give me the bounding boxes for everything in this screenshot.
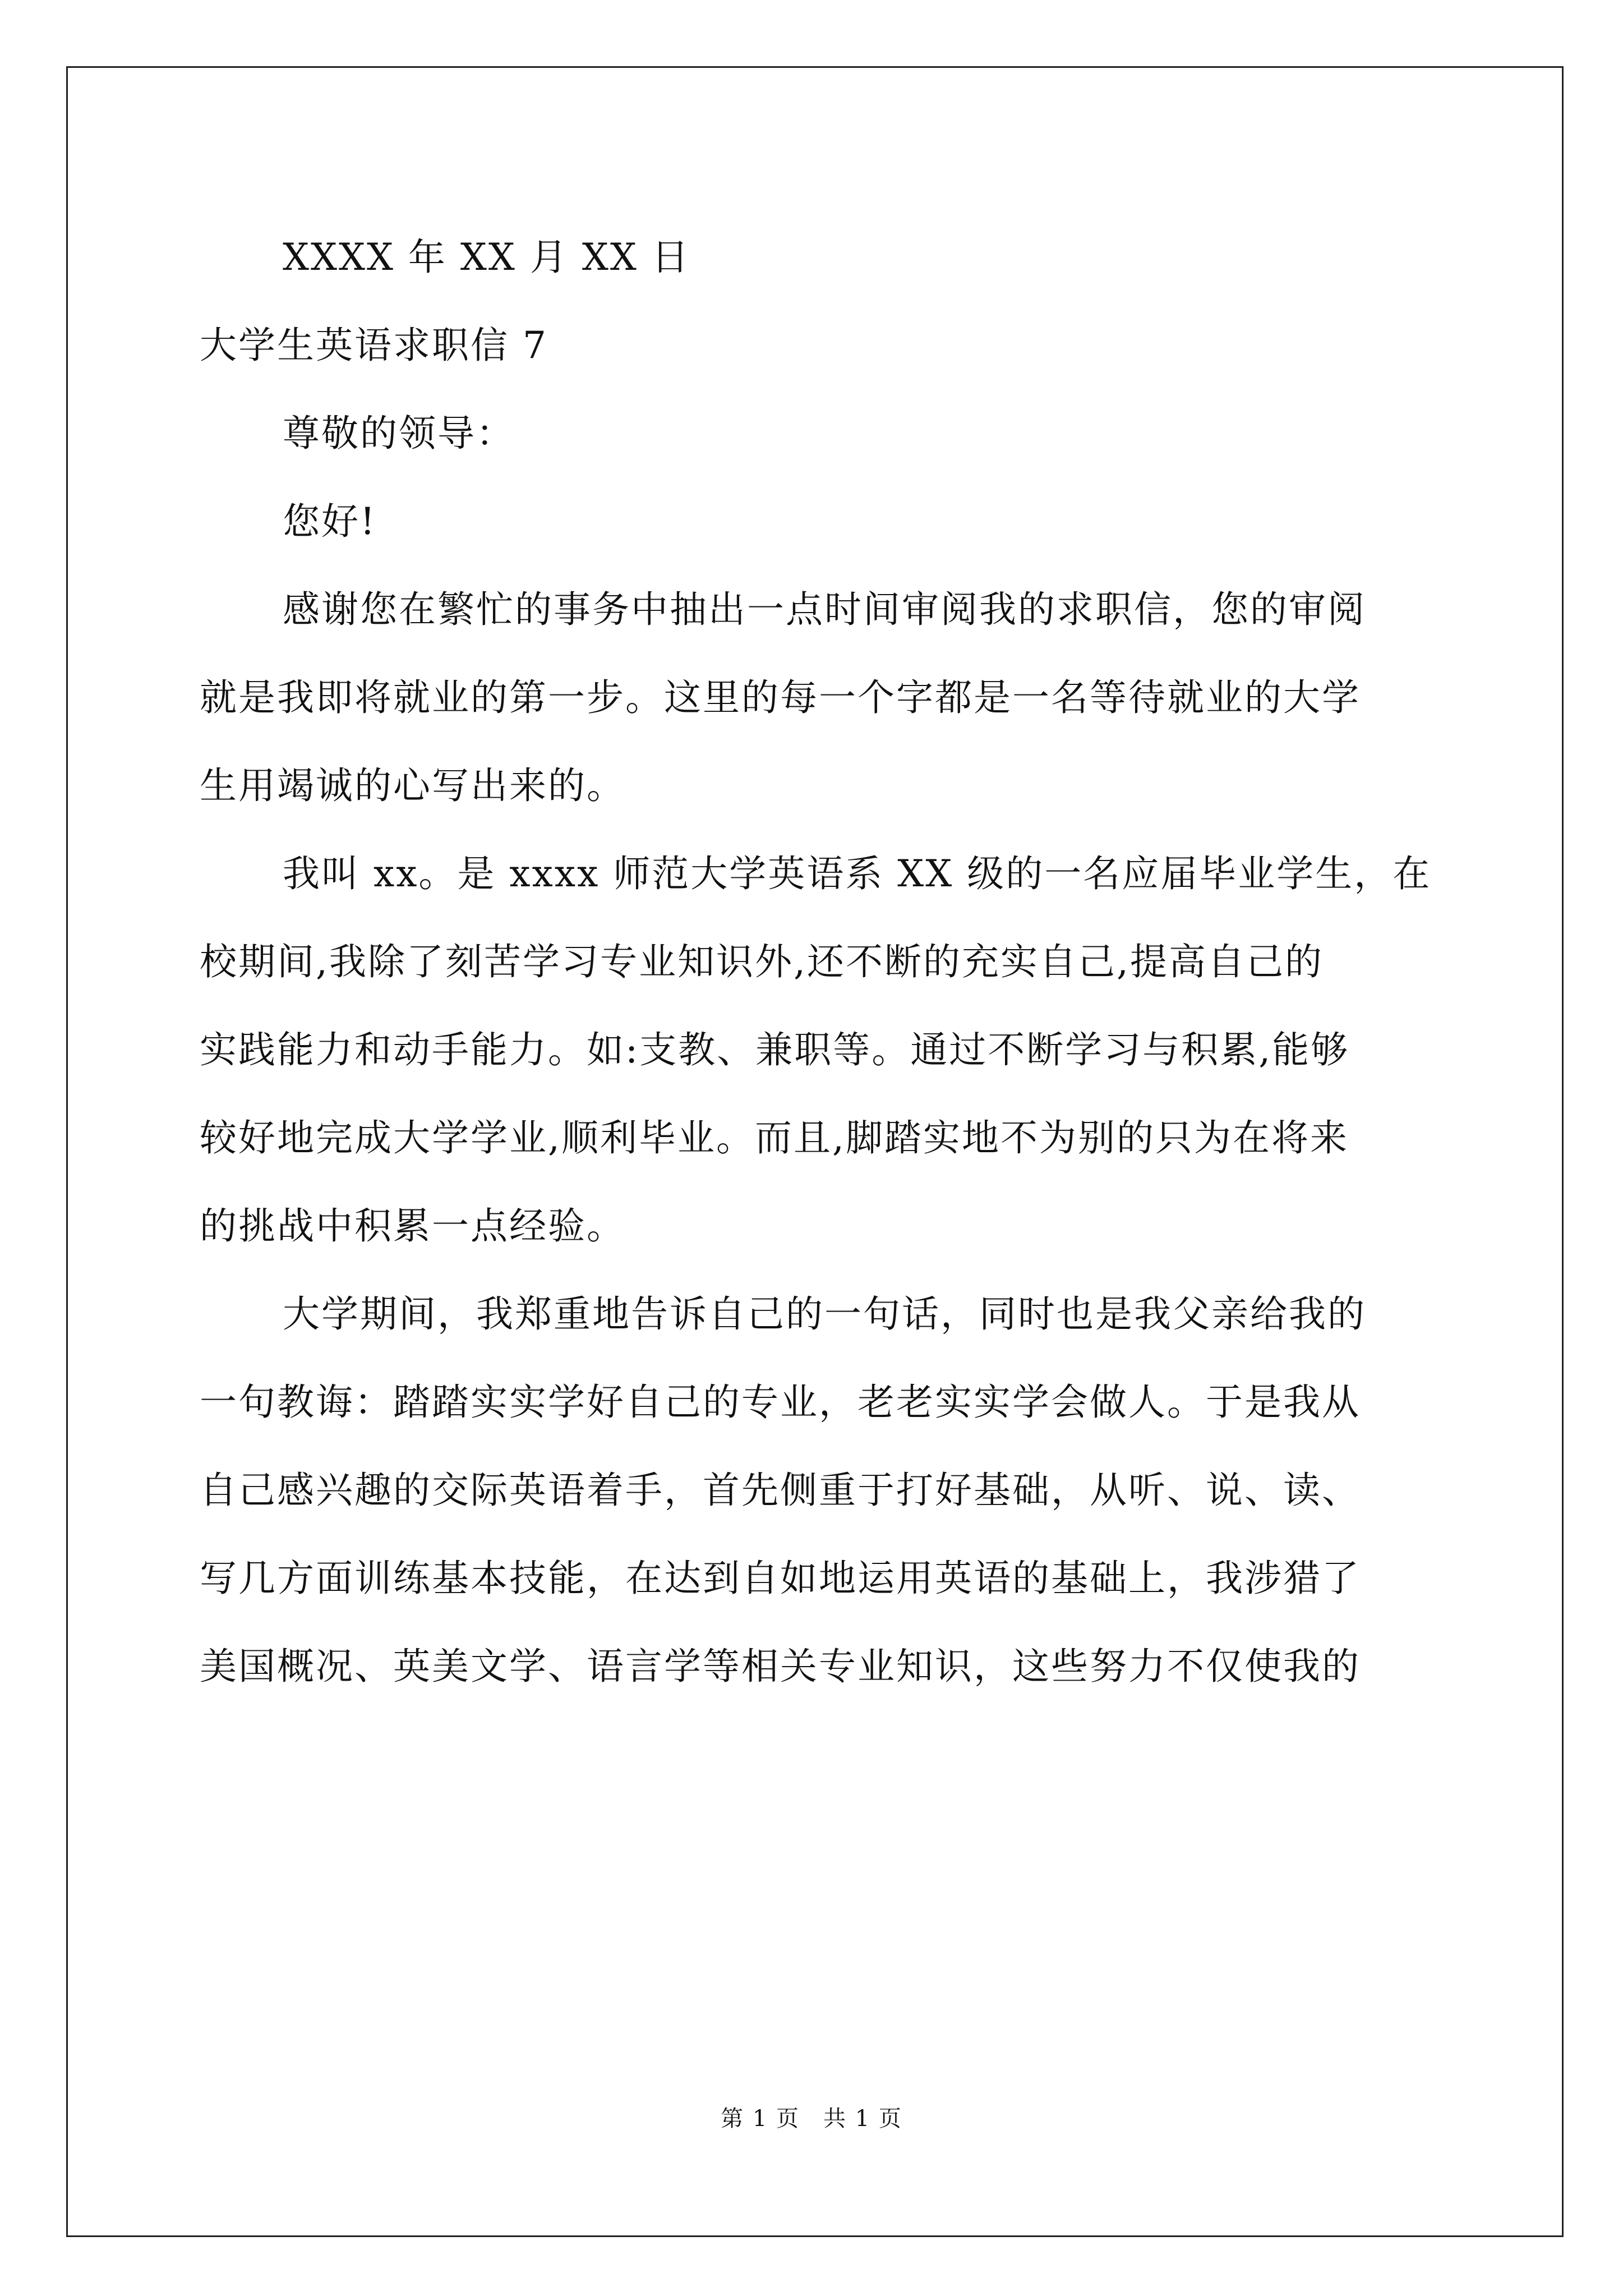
page-footer: 第 1 页 共 1 页 (721, 2106, 902, 2132)
letter-date: XXXX 年 XX 月 XX 日 (283, 236, 690, 279)
letter-paragraph-1: 感谢您在繁忙的事务中抽出一点时间审阅我的求职信，您的审阅 就是我即将就业的第一步。这里的每一个字都是一名等待就业的大学 生用竭诚的心写出来的。 (200, 588, 1366, 807)
letter-greeting: 您好! (283, 500, 377, 543)
letter-paragraph-3: 大学期间，我郑重地告诉自己的一句话，同时也是我父亲给我的 一句教诲：踏踏实实学好自己的专业，老老实实学会做人。于是我从 自己感兴趣的交际英语着手，首先侧重于打好基础，从听、说、读、 写几方面训练基本技能，在达到自如地运用英语的基础上，我涉猎了 美国概况、英美文学、语言学等相关专业知识，这些努力不仅使我的 (200, 1292, 1366, 1688)
letter-paragraph-2: 我叫 xx。是 xxxx 师范大学英语系 XX 级的一名应届毕业学生，在 校期间,我除了刻苦学习专业知识外,还不断的充实自己,提高自己的 实践能力和动手能力。如:支教、兼职等。通过不断学习与积累,能够 较好地完成大学学业,顺利毕业。而且,脚踏实地不为别的只为在将来 的挑战中积累一点经验。 (200, 852, 1432, 1248)
letter-title: 大学生英语求职信 7 (200, 324, 548, 367)
letter-salutation: 尊敬的领导： (283, 412, 515, 455)
letter-body (200, 213, 1433, 1710)
